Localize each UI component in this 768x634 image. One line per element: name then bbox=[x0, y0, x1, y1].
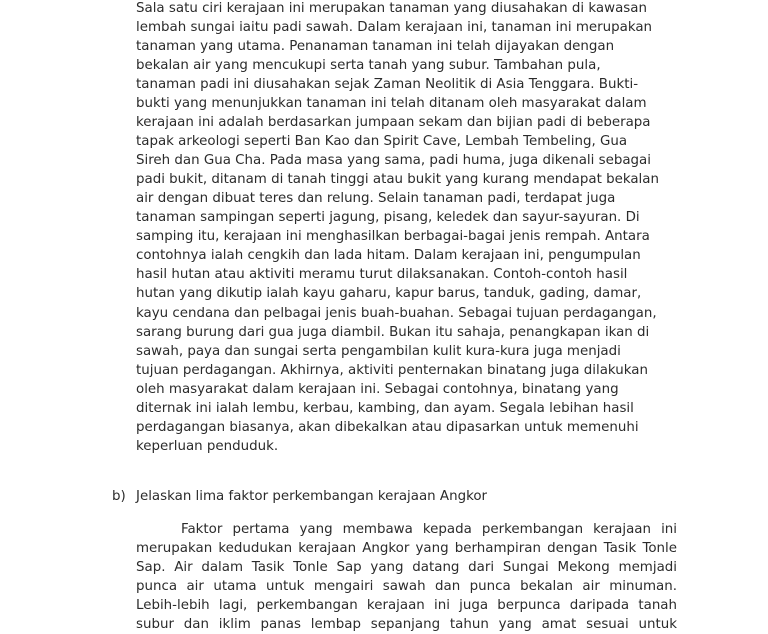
text-line: bukti yang menunjukkan tanaman ini telah ditanam oleh masyarakat dalam bbox=[136, 96, 647, 112]
text-line: kerajaan ini adalah berdasarkan jumpaan sekam dan bijian padi di beberapa bbox=[136, 115, 651, 131]
question-label: b) bbox=[112, 489, 126, 504]
text-line: punca air utama untuk mengairi sawah dan punca bekalan air minuman. bbox=[136, 579, 677, 594]
text-line: Sireh dan Gua Cha. Pada masa yang sama, padi huma, juga dikenali sebagai bbox=[136, 153, 651, 169]
text-line: padi bukit, ditanam di tanah tinggi atau bukit yang kurang mendapat bekalan bbox=[136, 172, 659, 188]
text-line: tanaman padi ini diusahakan sejak Zaman Neolitik di Asia Tenggara. Bukti- bbox=[136, 77, 639, 93]
text-line: oleh masyarakat dalam kerajaan ini. Sebagai contohnya, binatang yang bbox=[136, 381, 619, 397]
text-line: perdagangan biasanya, akan dibekalkan atau dipasarkan untuk memenuhi bbox=[136, 419, 639, 435]
text-line: kayu cendana dan pelbagai jenis buah-buahan. Sebagai tujuan perdagangan, bbox=[136, 305, 657, 321]
text-line: diternak ini ialah lembu, kerbau, kambing, dan ayam. Segala lebihan hasil bbox=[136, 400, 634, 416]
text-line: tanaman yang utama. Penanaman tanaman ini telah dijayakan dengan bbox=[136, 39, 615, 55]
paragraph-rice-cultivation bbox=[136, 0, 696, 456]
text-line: sawah, paya dan sungai serta pengambilan kulit kura-kura juga menjadi bbox=[136, 343, 621, 359]
text-line: keperluan penduduk. bbox=[136, 438, 279, 454]
text-line: tapak arkeologi seperti Ban Kao dan Spirit Cave, Lembah Tembeling, Gua bbox=[136, 134, 628, 150]
text-line: contohnya ialah cengkih dan lada hitam. Dalam kerajaan ini, pengumpulan bbox=[136, 248, 641, 264]
text-line: hasil hutan atau aktiviti meramu turut dilaksanakan. Contoh-contoh hasil bbox=[136, 267, 628, 283]
question-text: Jelaskan lima faktor perkembangan kerajaan Angkor bbox=[136, 489, 488, 504]
text-line: tujuan perdagangan. Akhirnya, aktiviti penternakan binatang juga dilakukan bbox=[136, 362, 648, 378]
text-line: Sap. Air dalam Tasik Tonle Sap yang datang dari Sungai Mekong memjadi bbox=[136, 560, 677, 575]
question-b bbox=[112, 487, 487, 506]
paragraph-angkor-factors bbox=[136, 520, 677, 634]
text-line: Sala satu ciri kerajaan ini merupakan tanaman yang diusahakan di kawasan bbox=[136, 1, 647, 16]
text-line: subur dan iklim panas lembap sepanjang tahun yang amat sesuai untuk bbox=[136, 617, 677, 632]
text-line: Lebih-lebih lagi, perkembangan kerajaan ini juga berpunca daripada tanah bbox=[136, 598, 677, 613]
text-line: air dengan dibuat teres dan relung. Selain tanaman padi, terdapat juga bbox=[136, 191, 616, 207]
text-line: bekalan air yang mencukupi serta tanah yang subur. Tambahan pula, bbox=[136, 58, 601, 74]
text-line: lembah sungai iaitu padi sawah. Dalam kerajaan ini, tanaman ini merupakan bbox=[136, 20, 653, 36]
text-line: tanaman sampingan seperti jagung, pisang, keledek dan sayur-sayuran. Di bbox=[136, 210, 640, 226]
text-line: sarang burung dari gua juga diambil. Bukan itu sahaja, penangkapan ikan di bbox=[136, 324, 650, 340]
text-line: hutan yang dikutip ialah kayu gaharu, kapur barus, tanduk, gading, damar, bbox=[136, 286, 642, 302]
text-line: merupakan kedudukan kerajaan Angkor yang berhampiran dengan Tasik Tonle bbox=[136, 541, 677, 556]
text-line: Faktor pertama yang membawa kepada perkembangan kerajaan ini bbox=[181, 522, 677, 537]
text-line: samping itu, kerajaan ini menghasilkan berbagai-bagai jenis rempah. Antara bbox=[136, 229, 650, 245]
